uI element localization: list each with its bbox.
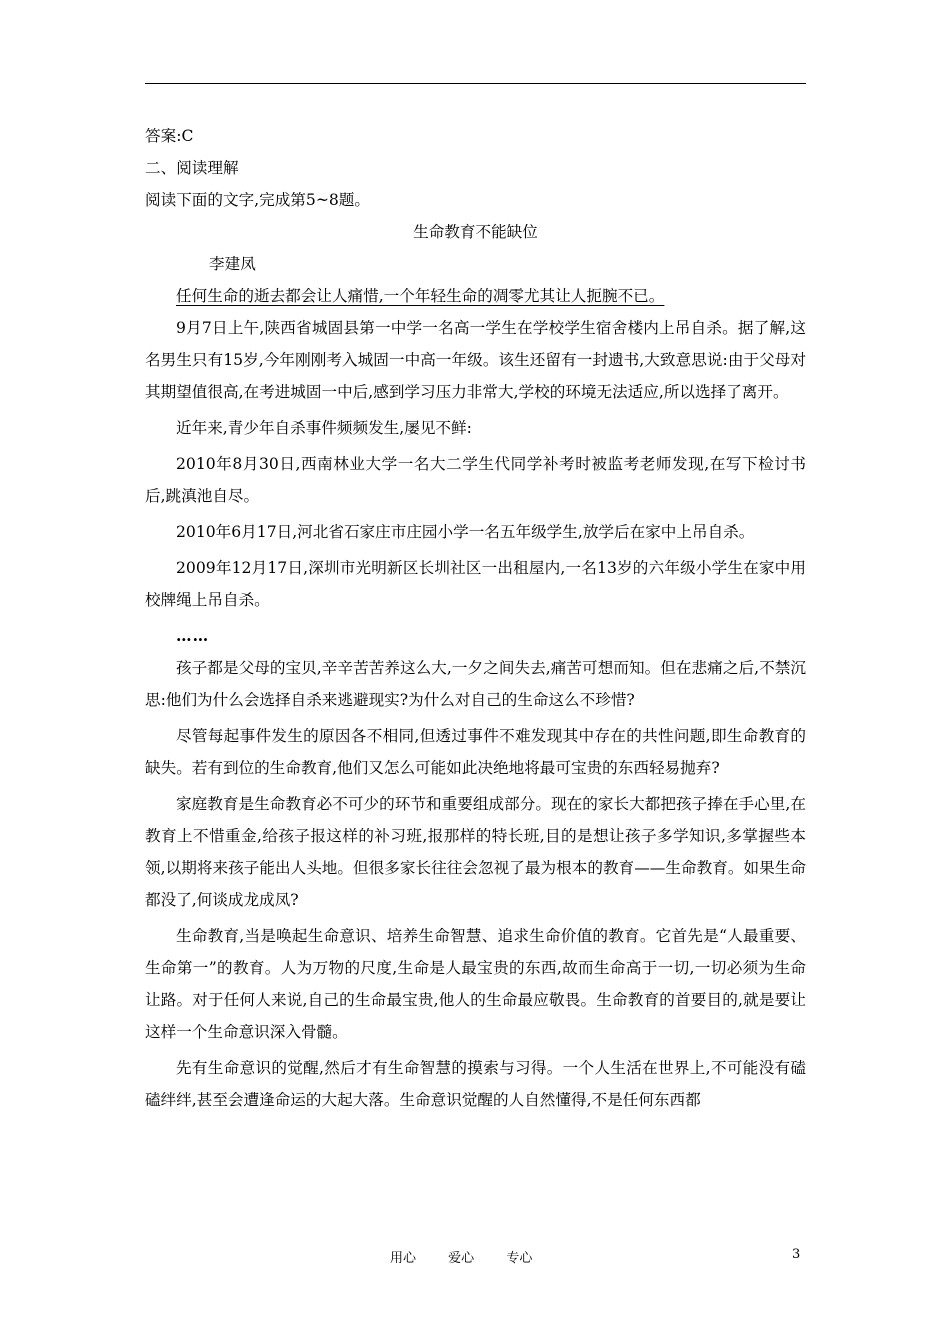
paragraph: 2010年8月30日,西南林业大学一名大二学生代同学补考时被监考老师发现,在写下检讨书后,跳滇池自尽。: [145, 455, 806, 505]
article-lead: 任何生命的逝去都会让人痛惜,一个年轻生命的凋零尤其让人扼腕不已。: [176, 287, 665, 305]
document-body: [145, 120, 806, 1120]
paragraph: 近年来,青少年自杀事件频频发生,屡见不鲜:: [176, 419, 472, 437]
paragraph: 尽管每起事件发生的原因各不相同,但透过事件不难发现其中存在的共性问题,即生命教育的缺失。若有到位的生命教育,他们又怎么可能如此决绝地将最可宝贵的东西轻易抛弃?: [145, 727, 806, 777]
article-title: 生命教育不能缺位: [413, 223, 538, 241]
section-heading: 二、阅读理解: [145, 159, 239, 177]
article-author: 李建凤: [209, 255, 256, 273]
header-rule: [145, 83, 806, 84]
paragraph: 2010年6月17日,河北省石家庄市庄园小学一名五年级学生,放学后在家中上吊自杀。: [176, 523, 755, 541]
footer-motto-item: 爱心: [448, 1251, 475, 1266]
paragraph: 生命教育,当是唤起生命意识、培养生命智慧、追求生命价值的教育。它首先是“人最重要、生命第一”的教育。人为万物的尺度,生命是人最宝贵的东西,故而生命高于一切,一切必须为生命让路。对于任何人来说,自己的生命最宝贵,他人的生命最应敬畏。生命教育的首要目的,就是要让这样一个生命意识深入骨髓。: [145, 927, 806, 1041]
paragraph: 2009年12月17日,深圳市光明新区长圳社区一出租屋内,一名13岁的六年级小学生在家中用校牌绳上吊自杀。: [145, 559, 806, 609]
footer-motto: [390, 1247, 560, 1266]
footer-motto-item: 用心: [390, 1251, 417, 1266]
paragraph: 家庭教育是生命教育必不可少的环节和重要组成部分。现在的家长大都把孩子捧在手心里,在教育上不惜重金,给孩子报这样的补习班,报那样的特长班,目的是想让孩子多学知识,多掌握些本领,以期将来孩子能出人头地。但很多家长往往会忽视了最为根本的教育——生命教育。如果生命都没了,何谈成龙成凤?: [145, 795, 806, 909]
instruction-line: 阅读下面的文字,完成第5~8题。: [145, 191, 370, 209]
ellipsis: ……: [176, 626, 210, 645]
answer-line: 答案:C: [145, 127, 194, 145]
paragraph: 先有生命意识的觉醒,然后才有生命智慧的摸索与习得。一个人生活在世界上,不可能没有磕磕绊绊,甚至会遭逢命运的大起大落。生命意识觉醒的人自然懂得,不是任何东西都: [145, 1059, 806, 1109]
paragraph: 孩子都是父母的宝贝,辛辛苦苦养这么大,一夕之间失去,痛苦可想而知。但在悲痛之后,不禁沉思:他们为什么会选择自杀来逃避现实?为什么对自己的生命这么不珍惜?: [145, 659, 806, 709]
page-number: 3: [792, 1247, 801, 1262]
footer-motto-item: 专心: [506, 1251, 533, 1266]
paragraph: 9月7日上午,陕西省城固县第一中学一名高一学生在学校学生宿舍楼内上吊自杀。据了解,这名男生只有15岁,今年刚刚考入城固一中高一年级。该生还留有一封遗书,大致意思说:由于父母对其期望值很高,在考进城固一中后,感到学习压力非常大,学校的环境无法适应,所以选择了离开。: [145, 319, 806, 401]
